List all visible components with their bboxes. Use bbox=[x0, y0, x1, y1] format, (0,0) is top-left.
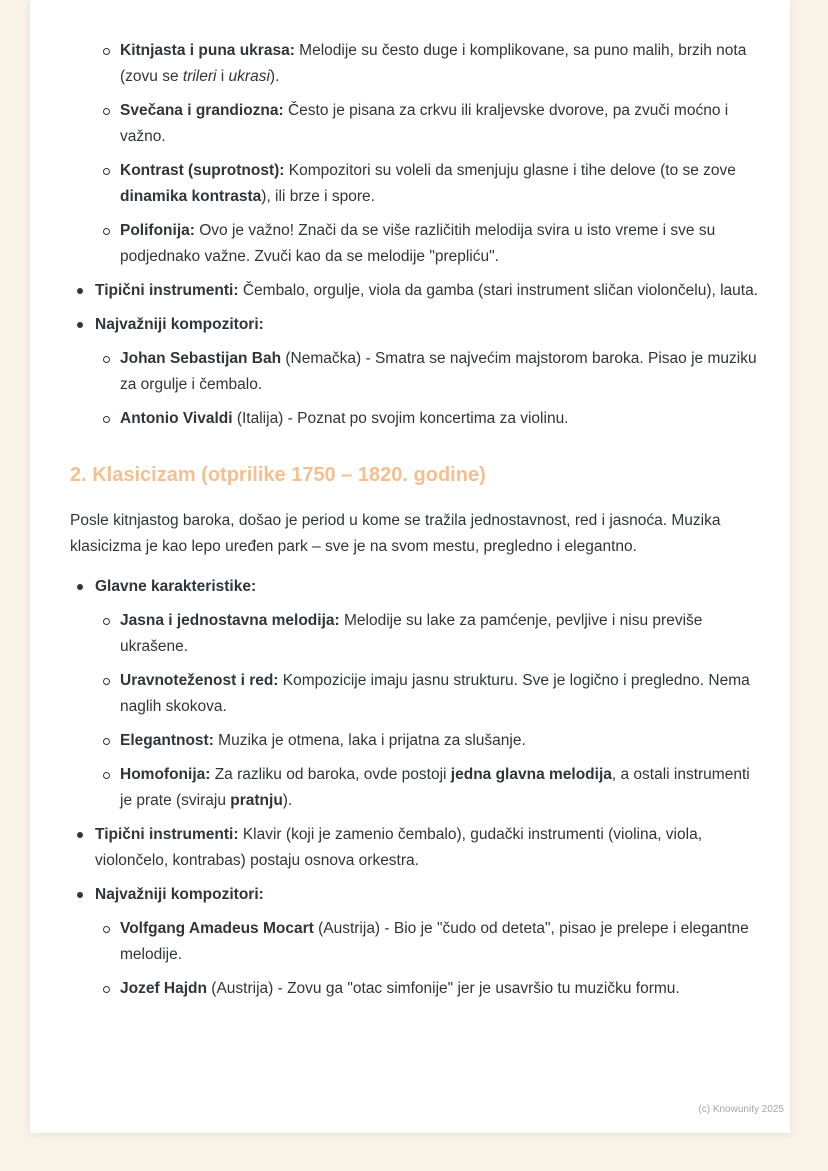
text-regular: Čembalo, orgulje, viola da gamba (stari instrument sličan violončelu), lauta. bbox=[238, 282, 759, 299]
text-bold: Najvažniji kompozitori: bbox=[95, 316, 264, 333]
text-regular: ). bbox=[269, 68, 280, 85]
text-bold: Tipični instrumenti: bbox=[95, 826, 239, 843]
disc-bullet-icon bbox=[77, 322, 83, 328]
sub-bullet-list bbox=[70, 916, 760, 1002]
document-card bbox=[30, 0, 790, 1133]
text-bold: Johan Sebastijan Bah bbox=[120, 350, 282, 367]
document-content bbox=[70, 38, 760, 1010]
text-regular: ), ili brze i spore. bbox=[261, 188, 375, 205]
text-regular: Često je pisana za crkvu ili kraljevske dvorove, pa zvuči moćno i važno. bbox=[120, 102, 729, 145]
text-regular: i bbox=[216, 68, 229, 85]
list-item bbox=[70, 406, 760, 432]
list-item bbox=[70, 608, 760, 660]
text-bold: Jasna i jednostavna melodija: bbox=[120, 612, 340, 629]
text-bold: Kitnjasta i puna ukrasa: bbox=[120, 42, 295, 59]
paragraph: Posle kitnjastog baroka, došao je period u kome se tražila jednostavnost, red i jasnoća. Muzika klasicizma je kao lepo uređen park – sve je na svom mestu, pregledno i elegantno. bbox=[70, 512, 721, 555]
text-regular: (Nemačka) - Smatra se najvećim majstorom baroka. Pisao je muziku za orgulje i čembalo. bbox=[120, 350, 757, 393]
text-regular: Kompozicije imaju jasnu strukturu. Sve je logično i pregledno. Nema naglih skokova. bbox=[120, 672, 750, 715]
text-regular: Melodije su lake za pamćenje, pevljive i nisu previše ukrašene. bbox=[120, 612, 703, 655]
text-bold: Volfgang Amadeus Mocart bbox=[120, 920, 314, 937]
text-regular: Ovo je važno! Znači da se više različitih melodija svira u isto vreme i sve su podjednako važne. Zvuči kao da se melodije "prepliću". bbox=[120, 222, 716, 265]
open-circle-bullet-icon bbox=[103, 48, 110, 55]
text-italic: trileri bbox=[182, 68, 217, 85]
list-item bbox=[70, 158, 760, 210]
open-circle-bullet-icon bbox=[103, 618, 110, 625]
list-item bbox=[70, 762, 760, 814]
text-regular: Melodije su često duge i komplikovane, sa puno malih, brzih nota (zovu se bbox=[120, 42, 747, 85]
text-bold: Jozef Hajdn bbox=[120, 980, 207, 997]
text-bold: pratnju bbox=[230, 792, 283, 809]
list-item bbox=[70, 976, 760, 1002]
list-item bbox=[70, 38, 760, 90]
text-bold: Kontrast (suprotnost): bbox=[120, 162, 285, 179]
list-item bbox=[70, 346, 760, 398]
text-bold: Najvažniji kompozitori: bbox=[95, 886, 264, 903]
open-circle-bullet-icon bbox=[103, 168, 110, 175]
text-regular: , a ostali instrumenti je prate (sviraju bbox=[120, 766, 750, 809]
list-item bbox=[70, 668, 760, 720]
text-bold: Glavne karakteristike: bbox=[95, 578, 257, 595]
text-italic: ukrasi bbox=[228, 68, 270, 85]
sub-bullet-list bbox=[70, 38, 760, 270]
list-item bbox=[70, 728, 760, 754]
open-circle-bullet-icon bbox=[103, 228, 110, 235]
bullet-list bbox=[70, 822, 760, 908]
text-regular: ). bbox=[282, 792, 293, 809]
list-item bbox=[70, 574, 760, 600]
disc-bullet-icon bbox=[77, 288, 83, 294]
text-bold: dinamika kontrasta bbox=[120, 188, 262, 205]
sub-bullet-list bbox=[70, 346, 760, 432]
text-regular: (Austrija) - Zovu ga "otac simfonije" jer je usavršio tu muzičku formu. bbox=[206, 980, 680, 997]
text-bold: Antonio Vivaldi bbox=[120, 410, 233, 427]
bullet-list bbox=[70, 278, 760, 338]
open-circle-bullet-icon bbox=[103, 678, 110, 685]
text-regular: Kompozitori su voleli da smenjuju glasne i tihe delove (to se zove bbox=[284, 162, 736, 179]
disc-bullet-icon bbox=[77, 584, 83, 590]
bullet-list bbox=[70, 574, 760, 600]
text-bold: Elegantnost: bbox=[120, 732, 214, 749]
text-regular: Muzika je otmena, laka i prijatna za slušanje. bbox=[213, 732, 526, 749]
text-bold: jedna glavna melodija bbox=[450, 766, 612, 783]
text-bold: Polifonija: bbox=[120, 222, 195, 239]
text-bold: Homofonija: bbox=[120, 766, 211, 783]
text-regular: Klavir (koji je zamenio čembalo), gudački instrumenti (violina, viola, violončelo, kontrabas) postaju osnova orkestra. bbox=[95, 826, 702, 869]
disc-bullet-icon bbox=[77, 832, 83, 838]
open-circle-bullet-icon bbox=[103, 772, 110, 779]
list-item bbox=[70, 916, 760, 968]
text-regular: (Austrija) - Bio je "čudo od deteta", pisao je prelepe i elegantne melodije. bbox=[120, 920, 749, 963]
open-circle-bullet-icon bbox=[103, 738, 110, 745]
copyright-footer: (c) Knowunity 2025 bbox=[698, 1104, 784, 1115]
list-item bbox=[70, 822, 760, 874]
sub-bullet-list bbox=[70, 608, 760, 814]
open-circle-bullet-icon bbox=[103, 416, 110, 423]
open-circle-bullet-icon bbox=[103, 356, 110, 363]
section-heading: 2. Klasicizam (otprilike 1750 – 1820. godine) bbox=[70, 464, 486, 486]
open-circle-bullet-icon bbox=[103, 986, 110, 993]
list-item bbox=[70, 882, 760, 908]
list-item bbox=[70, 98, 760, 150]
text-regular: Za razliku od baroka, ovde postoji bbox=[210, 766, 451, 783]
text-bold: Tipični instrumenti: bbox=[95, 282, 239, 299]
list-item bbox=[70, 278, 760, 304]
disc-bullet-icon bbox=[77, 892, 83, 898]
list-item bbox=[70, 218, 760, 270]
text-regular: (Italija) - Poznat po svojim koncertima za violinu. bbox=[232, 410, 569, 427]
text-bold: Svečana i grandiozna: bbox=[120, 102, 284, 119]
open-circle-bullet-icon bbox=[103, 926, 110, 933]
text-bold: Uravnoteženost i red: bbox=[120, 672, 279, 689]
list-item bbox=[70, 312, 760, 338]
open-circle-bullet-icon bbox=[103, 108, 110, 115]
